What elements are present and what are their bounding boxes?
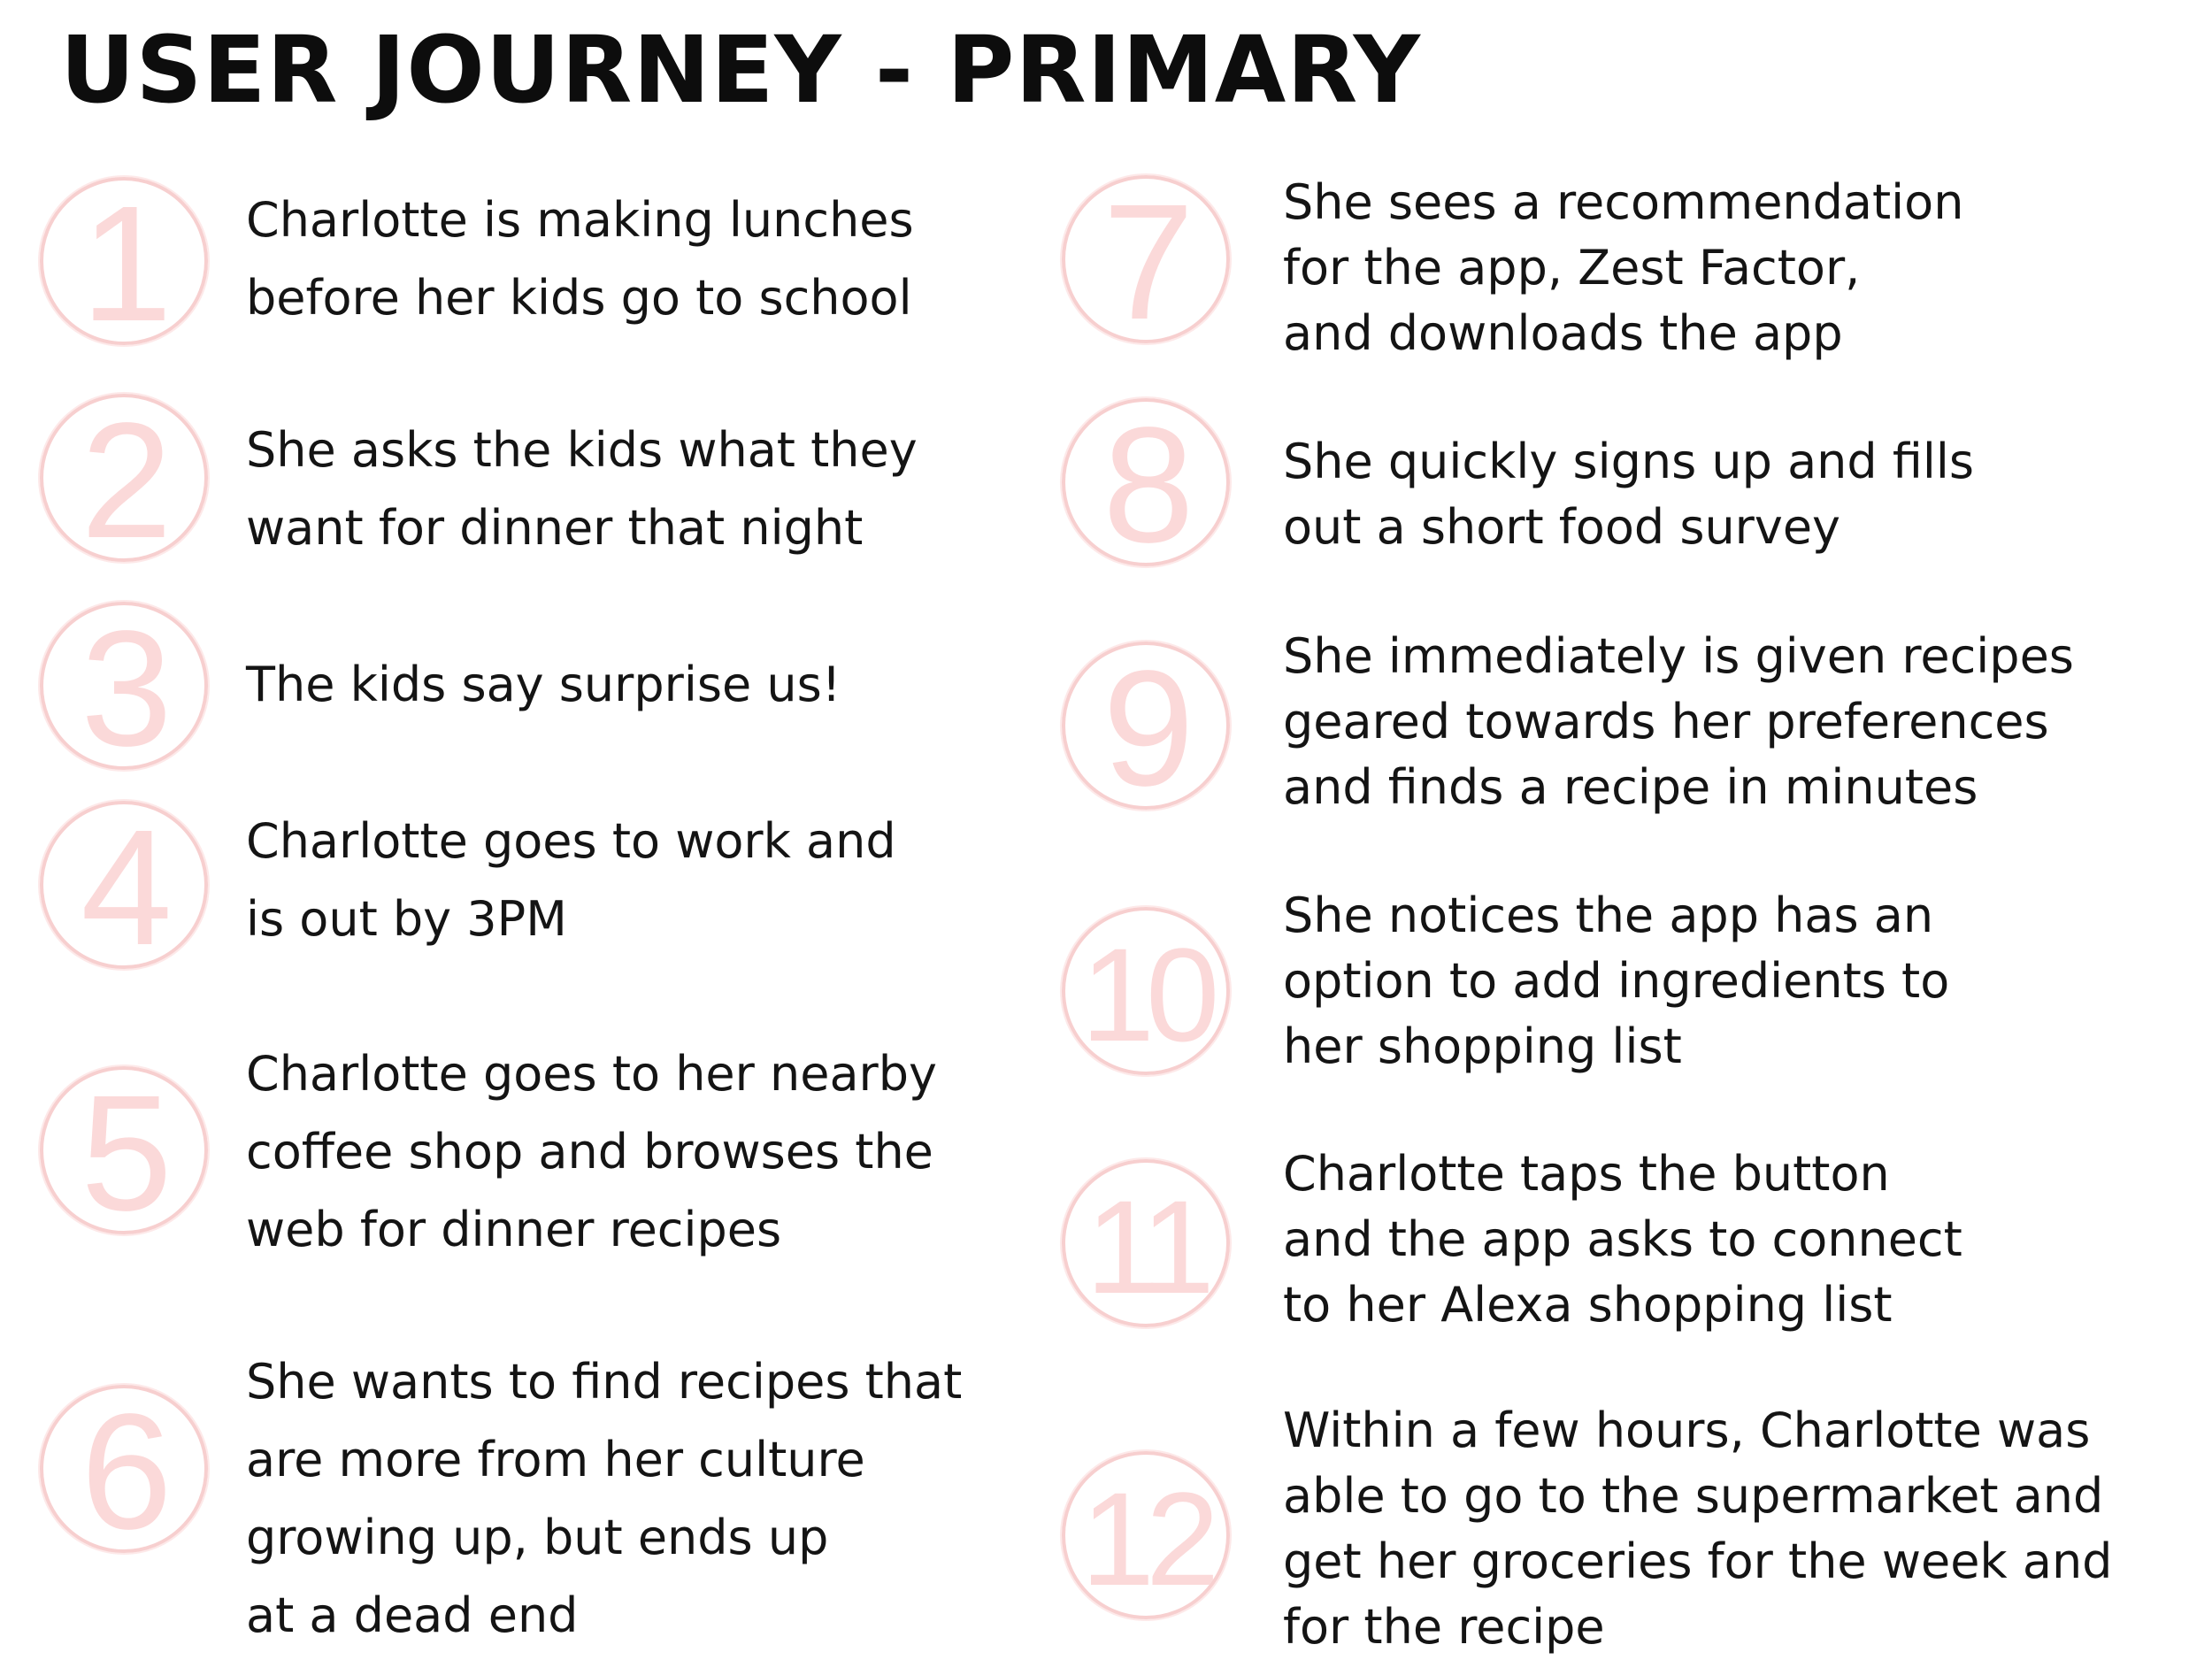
step-number: 5 [81, 1066, 167, 1234]
step-description: Charlotte taps the button and the app asks to connect to her Alexa shopping list [1283, 1146, 1962, 1333]
step-number-badge [40, 177, 208, 345]
step-description: She wants to find recipes that are more from her culture growing up, but ends up at a dead end [246, 1354, 963, 1643]
step-description: She asks the kids what they want for dinner that night [246, 422, 918, 556]
step-description: She immediately is given recipes geared towards her preferences and finds a recipe in minutes [1283, 628, 2074, 815]
step-number: 3 [81, 602, 167, 770]
step-number-badge [1062, 1159, 1230, 1327]
step-number-badge [40, 1066, 208, 1234]
step-number: 6 [81, 1385, 167, 1553]
step-number-badge [1062, 398, 1230, 566]
step-number-badge [40, 602, 208, 770]
step-description: She quickly signs up and fills out a short food survey [1283, 434, 1974, 555]
step-number: 2 [81, 394, 167, 562]
step-number-badge [40, 394, 208, 562]
step-number: 8 [1102, 398, 1189, 566]
step-number: 10 [1080, 920, 1211, 1069]
step-number: 4 [81, 801, 167, 969]
step-number: 9 [1102, 642, 1189, 810]
step-number-badge [1062, 1451, 1230, 1619]
step-number-badge [1062, 642, 1230, 810]
step-description: Charlotte is making lunches before her kids go to school [246, 192, 914, 326]
page-title: USER JOURNEY - PRIMARY [60, 16, 1421, 124]
step-description: The kids say surprise us! [246, 657, 841, 712]
step-description: Charlotte goes to work and is out by 3PM [246, 813, 896, 947]
step-description: She notices the app has an option to add ingredients to her shopping list [1283, 888, 1950, 1074]
step-number-badge [1062, 907, 1230, 1075]
step-number: 7 [1102, 175, 1189, 343]
step-number: 12 [1080, 1464, 1211, 1613]
step-number: 11 [1086, 1172, 1206, 1321]
step-description: Within a few hours, Charlotte was able to go to the supermarket and get her groceries for the week and for the recipe [1283, 1403, 2113, 1655]
step-description: She sees a recommendation for the app, Zest Factor, and downloads the app [1283, 174, 1964, 361]
step-number: 1 [81, 177, 167, 345]
step-number-badge [40, 801, 208, 969]
step-number-badge [1062, 175, 1230, 343]
step-number-badge [40, 1385, 208, 1553]
step-description: Charlotte goes to her nearby coffee shop and browses the web for dinner recipes [246, 1046, 937, 1257]
